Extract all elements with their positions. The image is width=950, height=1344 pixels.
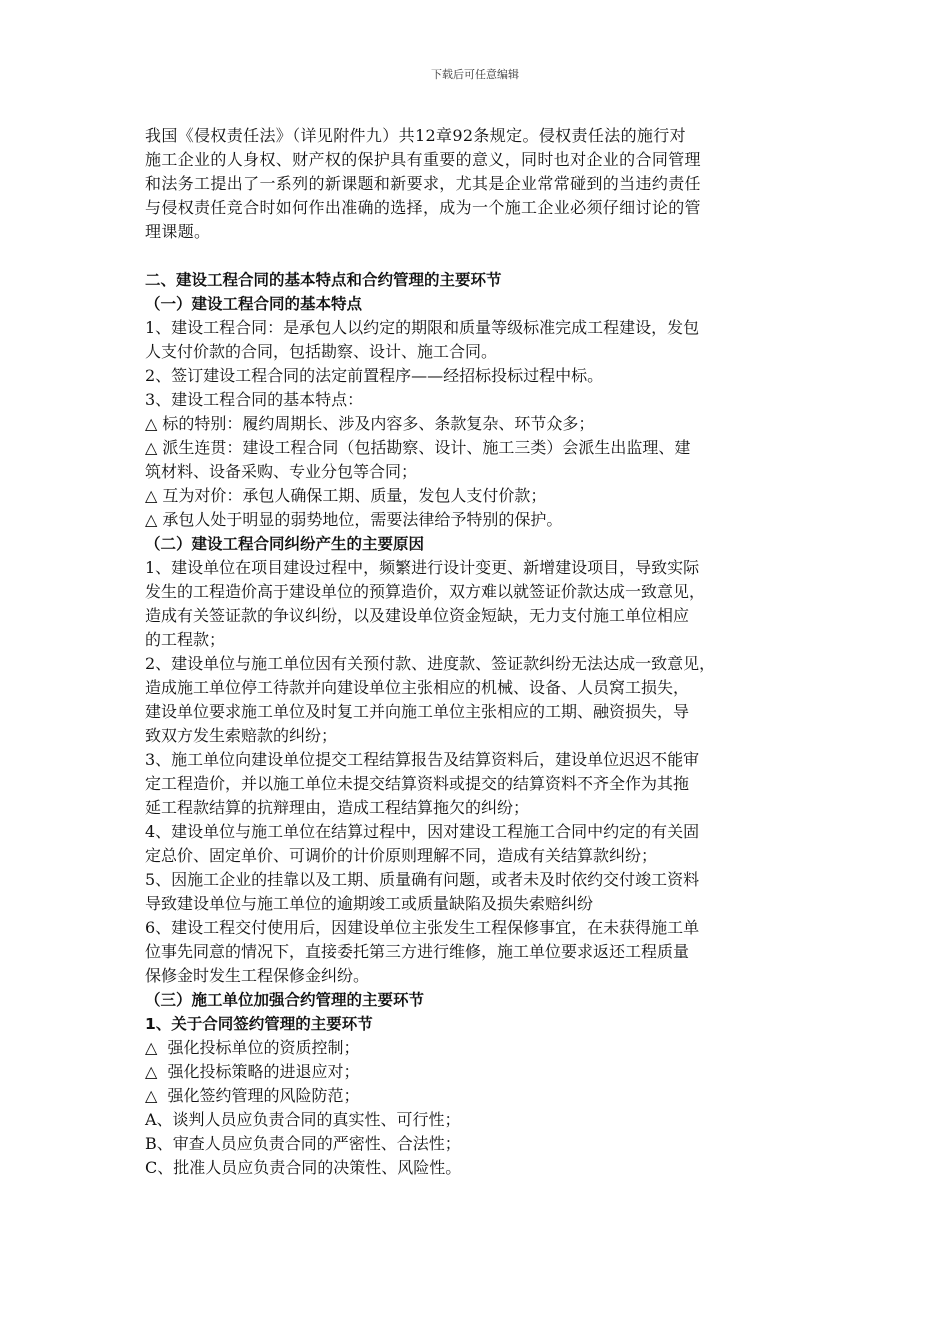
text-line: 延工程款结算的抗辩理由，造成工程结算拖欠的纠纷； xyxy=(145,798,530,817)
text-line: B、审查人员应负责合同的严密性、合法性； xyxy=(145,1134,461,1153)
text-line: 6、建设工程交付使用后，因建设单位主张发生工程保修事宜，在未获得施工单 xyxy=(145,918,700,937)
text-line: 3、施工单位向建设单位提交工程结算报告及结算资料后，建设单位迟迟不能审 xyxy=(145,750,700,769)
bullet-line: △ 互为对价：承包人确保工期、质量，发包人支付价款； xyxy=(145,486,547,505)
subsection-3-body xyxy=(145,1036,805,1180)
bullet-line: △ 强化签约管理的风险防范； xyxy=(145,1086,360,1105)
text-line: 建设单位要求施工单位及时复工并向施工单位主张相应的工期、融资损失，导 xyxy=(145,702,690,721)
text-line: 造成施工单位停工待款并向建设单位主张相应的机械、设备、人员窝工损失， xyxy=(145,678,690,697)
subsection-2-body xyxy=(145,556,805,988)
text-line: 4、建设单位与施工单位在结算过程中，因对建设工程施工合同中约定的有关固 xyxy=(145,822,700,841)
subsection-heading: （三）施工单位加强合约管理的主要环节 xyxy=(145,991,425,1009)
text-line: 保修金时发生工程保修金纠纷。 xyxy=(145,966,370,985)
intro-line: 理课题。 xyxy=(145,222,211,241)
text-line: 人支付价款的合同，包括勘察、设计、施工合同。 xyxy=(145,342,498,361)
bullet-line: △ 标的特别：履约周期长、涉及内容多、条款复杂、环节众多； xyxy=(145,414,595,433)
text-line: 3、建设工程合同的基本特点： xyxy=(145,390,364,409)
text-line: 定工程造价，并以施工单位未提交结算资料或提交的结算资料不齐全作为其拖 xyxy=(145,774,690,793)
intro-line: 和法务工提出了一系列的新课题和新要求，尤其是企业常常碰到的当违约责任 xyxy=(145,174,701,193)
text-line: 致双方发生索赔款的纠纷； xyxy=(145,726,338,745)
text-line: 1、建设工程合同：是承包人以约定的期限和质量等级标准完成工程建设，发包 xyxy=(145,318,700,337)
text-line: 导致建设单位与施工单位的逾期竣工或质量缺陷及损失索赔纠纷 xyxy=(145,894,594,913)
document-body xyxy=(145,124,805,1180)
text-line: 定总价、固定单价、可调价的计价原则理解不同，造成有关结算款纠纷； xyxy=(145,846,658,865)
spacer xyxy=(145,244,805,268)
bullet-line: △ 强化投标策略的进退应对； xyxy=(145,1062,360,1081)
subsection-1-body xyxy=(145,316,805,532)
text-line: 1、建设单位在项目建设过程中，频繁进行设计变更、新增建设项目，导致实际 xyxy=(145,558,700,577)
text-line: C、批准人员应负责合同的决策性、风险性。 xyxy=(145,1158,462,1177)
intro-line: 与侵权责任竞合时如何作出准确的选择，成为一个施工企业必须仔细讨论的管 xyxy=(145,198,701,217)
bullet-line: △ 承包人处于明显的弱势地位，需要法律给予特别的保护。 xyxy=(145,510,563,529)
text-line: 位事先同意的情况下，直接委托第三方进行维修，施工单位要求返还工程质量 xyxy=(145,942,690,961)
section-heading: 二、建设工程合同的基本特点和合约管理的主要环节 xyxy=(145,271,502,289)
subsection-heading: （二）建设工程合同纠纷产生的主要原因 xyxy=(145,535,425,553)
text-line: A、谈判人员应负责合同的真实性、可行性； xyxy=(145,1110,461,1129)
text-line: 2、签订建设工程合同的法定前置程序——经招标投标过程中标。 xyxy=(145,366,604,385)
bullet-line: △ 派生连贯：建设工程合同（包括勘察、设计、施工三类）会派生出监理、建 xyxy=(145,438,691,457)
intro-line: 施工企业的人身权、财产权的保护具有重要的意义，同时也对企业的合同管理 xyxy=(145,150,701,169)
text-line: 5、因施工企业的挂靠以及工期、质量确有问题，或者未及时依约交付竣工资料 xyxy=(145,870,700,889)
text-line: 的工程款； xyxy=(145,630,226,649)
page-header: 下载后可任意编辑 xyxy=(431,68,519,81)
text-line: 发生的工程造价高于建设单位的预算造价，双方难以就签证价款达成一致意见， xyxy=(145,582,706,601)
item-heading: 1、关于合同签约管理的主要环节 xyxy=(145,1015,373,1033)
bullet-line: △ 强化投标单位的资质控制； xyxy=(145,1038,360,1057)
intro-paragraph xyxy=(145,124,805,244)
text-line: 2、建设单位与施工单位因有关预付款、进度款、签证款纠纷无法达成一致意见， xyxy=(145,654,716,673)
subsection-heading: （一）建设工程合同的基本特点 xyxy=(145,295,363,313)
text-line: 造成有关签证款的争议纠纷，以及建设单位资金短缺，无力支付施工单位相应 xyxy=(145,606,690,625)
text-line: 筑材料、设备采购、专业分包等合同； xyxy=(145,462,418,481)
intro-line: 我国《侵权责任法》（详见附件九）共12章92条规定。侵权责任法的施行对 xyxy=(145,126,686,145)
